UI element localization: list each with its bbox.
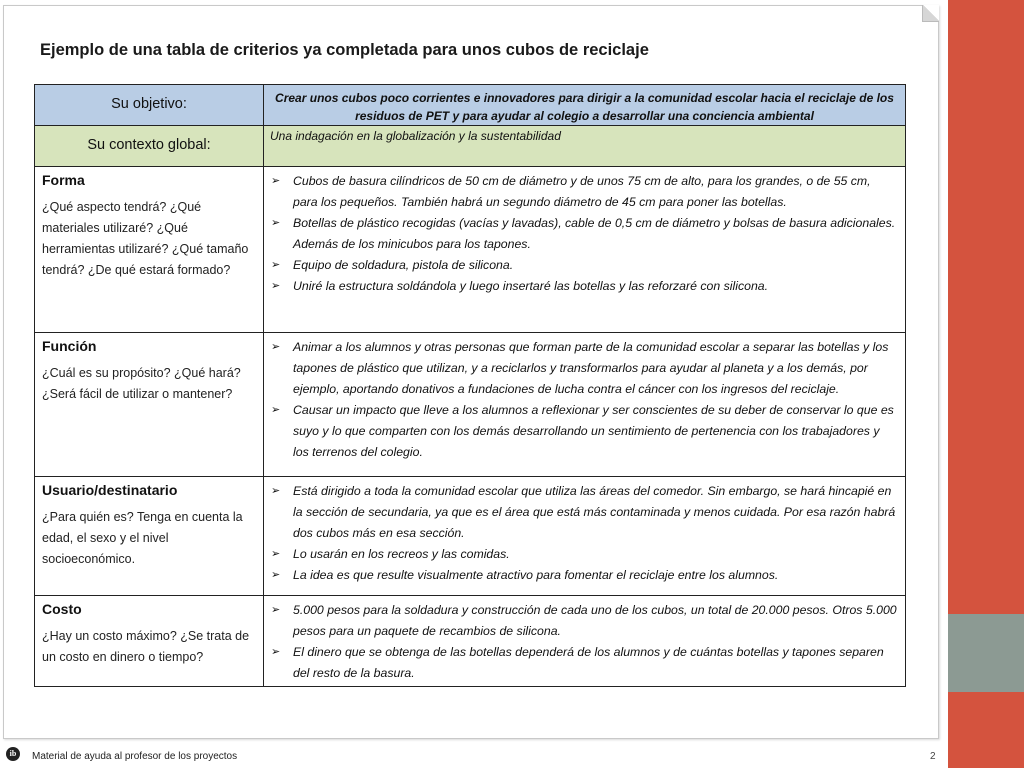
page-title: Ejemplo de una tabla de criterios ya completada para unos cubos de reciclaje bbox=[40, 41, 649, 59]
criterion-label-cell bbox=[35, 333, 264, 477]
criterion-label-cell bbox=[35, 167, 264, 333]
side-accent-bar-top bbox=[948, 0, 1024, 614]
side-accent-bar-bottom bbox=[948, 692, 1024, 768]
criterion-detail-cell bbox=[264, 167, 906, 333]
objective-value-cell bbox=[264, 85, 906, 126]
bullet-item: ➢ Cubos de basura cilíndricos de 50 cm de diámetro y de unos 75 cm de alto, para los grandes, o de 55 cm, para los pequeños. También habrá un segundo diámetro de 45 cm para poner las botellas. bbox=[293, 171, 897, 213]
context-label-cell bbox=[35, 126, 264, 167]
bullet-item: ➢ Uniré la estructura soldándola y luego insertaré las botellas y las reforzaré con silicona. bbox=[293, 276, 897, 297]
bullet-item: ➢ Lo usarán en los recreos y las comidas. bbox=[293, 544, 897, 565]
bullet-item: ➢ Causar un impacto que lleve a los alumnos a reflexionar y ser conscientes de su deber de conservar lo que es suyo y lo que comparten con los demás desarrollando un sentimiento de pertenencia con los trabajadores y los terrenos del colegio. bbox=[293, 400, 897, 463]
criterion-title: Costo bbox=[42, 601, 82, 617]
criterion-row-forma bbox=[35, 167, 906, 333]
criterion-title: Forma bbox=[42, 172, 85, 188]
page-fold-corner bbox=[922, 5, 939, 22]
bullet-list bbox=[264, 333, 905, 465]
criterion-row-usuario bbox=[35, 477, 906, 596]
criterion-detail-cell bbox=[264, 333, 906, 477]
criterion-question: ¿Qué aspecto tendrá? ¿Qué materiales utilizaré? ¿Qué herramientas utilizaré? ¿Qué tamaño tendrá? ¿De qué estará formado? bbox=[42, 200, 249, 277]
criteria-table bbox=[34, 84, 906, 687]
objective-row bbox=[35, 85, 906, 126]
bullet-item: ➢ 5.000 pesos para la soldadura y construcción de cada uno de los cubos, un total de 20.000 pesos. Otros 5.000 pesos para un paquete de recambios de silicona. bbox=[293, 600, 897, 642]
bullet-list bbox=[264, 167, 905, 299]
bullet-item: ➢ Equipo de soldadura, pistola de silicona. bbox=[293, 255, 897, 276]
objective-label: Su objetivo: bbox=[111, 96, 187, 112]
context-value-cell bbox=[264, 126, 906, 167]
context-label: Su contexto global: bbox=[87, 137, 211, 153]
bullet-item: ➢ La idea es que resulte visualmente atractivo para fomentar el reciclaje entre los alumnos. bbox=[293, 565, 897, 586]
criterion-row-funcion bbox=[35, 333, 906, 477]
context-row bbox=[35, 126, 906, 167]
bullet-item: ➢ Animar a los alumnos y otras personas que forman parte de la comunidad escolar a separar las botellas y los tapones de plástico que utilizan, y a reciclarlos y transformarlos para ayudar al planeta y a los demás, por ejemplo, aportando donativos a fundaciones de lucha contra el cáncer con los ingresos del reciclaje. bbox=[293, 337, 897, 400]
criterion-title: Función bbox=[42, 338, 97, 354]
criterion-label-cell bbox=[35, 596, 264, 687]
page-number: 2 bbox=[930, 751, 936, 762]
context-text: Una indagación en la globalización y la sustentabilidad bbox=[270, 129, 561, 143]
bullet-list bbox=[264, 477, 905, 588]
footer-text: Material de ayuda al profesor de los proyectos bbox=[32, 751, 238, 762]
objective-text: Crear unos cubos poco corrientes e innovadores para dirigir a la comunidad escolar hacia el reciclaje de los residuos de PET y para ayudar al colegio a desarrollar una conciencia ambiental bbox=[275, 91, 894, 123]
criterion-detail-cell bbox=[264, 596, 906, 687]
criterion-detail-cell bbox=[264, 477, 906, 596]
bullet-list bbox=[264, 596, 905, 686]
criterion-title: Usuario/destinatario bbox=[42, 482, 178, 498]
bullet-item: ➢ El dinero que se obtenga de las botellas dependerá de los alumnos y de cuántas botellas y tapones separen del resto de la basura. bbox=[293, 642, 897, 684]
criterion-label-cell bbox=[35, 477, 264, 596]
criterion-question: ¿Cuál es su propósito? ¿Qué hará? ¿Será fácil de utilizar o mantener? bbox=[42, 366, 241, 401]
bullet-item: ➢ Botellas de plástico recogidas (vacías y lavadas), cable de 0,5 cm de diámetro y bolsas de basura adicionales. Además de los minicubos para los tapones. bbox=[293, 213, 897, 255]
ib-logo-icon: ib bbox=[6, 747, 20, 761]
criterion-question: ¿Para quién es? Tenga en cuenta la edad, el sexo y el nivel socioeconómico. bbox=[42, 510, 243, 566]
side-accent-bar-middle bbox=[948, 614, 1024, 692]
bullet-item: ➢ Está dirigido a toda la comunidad escolar que utiliza las áreas del comedor. Sin embargo, se hará hincapié en la sección de secundaria, ya que es el área que está más contaminada y menos cuidada. Por esa razón habrá dos cubos más en esa sección. bbox=[293, 481, 897, 544]
objective-label-cell bbox=[35, 85, 264, 126]
criterion-row-costo bbox=[35, 596, 906, 687]
criterion-question: ¿Hay un costo máximo? ¿Se trata de un costo en dinero o tiempo? bbox=[42, 629, 250, 664]
